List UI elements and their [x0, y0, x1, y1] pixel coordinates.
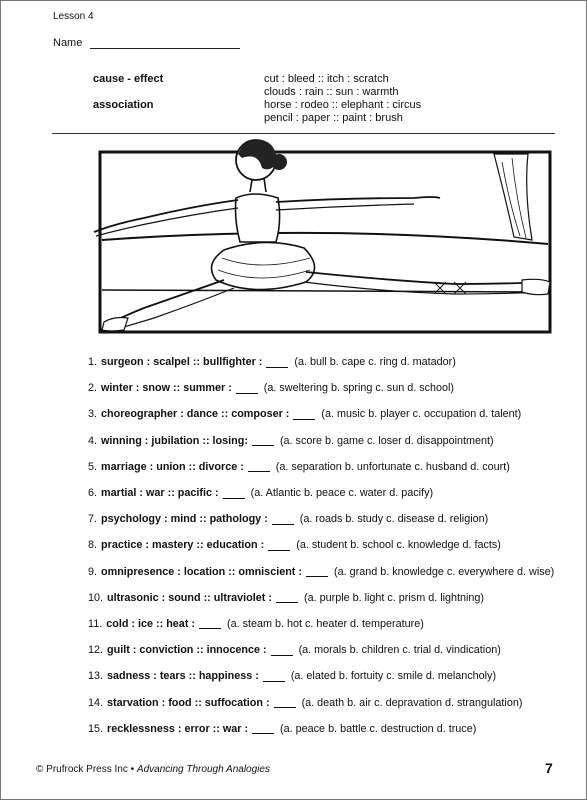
answer-blank[interactable] [252, 723, 274, 734]
dancer-right-arm [276, 197, 440, 202]
key-example: cut : bleed :: itch : scratch [264, 73, 389, 85]
dancer-bodice [236, 194, 280, 242]
question-item: 2. winter : snow :: summer : (a. sweltering b. spring c. sun d. school) [88, 382, 455, 395]
key-example: pencil : paper :: paint : brush [264, 112, 403, 124]
dancer-left-shoe [102, 318, 128, 332]
question-item: 4. winning : jubilation :: losing: (a. score b. game c. loser d. disappointment) [88, 434, 494, 447]
question-item: 11. cold : ice :: heat : (a. steam b. hot c. heater d. temperature) [88, 617, 424, 630]
question-item: 6. martial : war :: pacific : (a. Atlantic b. peace c. water d. pacify) [88, 487, 434, 500]
name-label: Name [53, 37, 83, 49]
answer-blank[interactable] [268, 540, 290, 551]
answer-blank[interactable] [223, 488, 245, 499]
question-item: 12. guilt : conviction :: innocence : (a. morals b. children c. trial d. vindication) [88, 644, 501, 657]
page-number: 7 [545, 760, 553, 776]
name-field [53, 37, 240, 49]
lesson-label: Lesson 4 [53, 11, 94, 22]
key-examples-cause-effect [264, 73, 399, 99]
name-blank-line[interactable] [90, 38, 240, 49]
answer-blank[interactable] [236, 383, 258, 394]
answer-blank[interactable] [266, 357, 288, 368]
ballerina-illustration [84, 132, 554, 342]
question-item: 3. choreographer : dance :: composer : (a. music b. player c. occupation d. talent) [88, 408, 522, 421]
answer-blank[interactable] [293, 409, 315, 420]
dancer-left-leg-inner [114, 288, 234, 330]
question-item: 15. recklessness : error :: war : (a. peace b. battle c. destruction d. truce) [88, 722, 477, 735]
answer-blank[interactable] [274, 697, 296, 708]
answer-blank[interactable] [248, 461, 270, 472]
answer-blank[interactable] [276, 592, 298, 603]
dancer-right-leg [306, 272, 544, 284]
book-title: Advancing Through Analogies [136, 764, 270, 775]
question-item: 14. starvation : food :: suffocation : (a. death b. air c. depravation d. strangulation) [88, 696, 523, 709]
key-example: horse : rodeo :: elephant : circus [264, 99, 422, 111]
question-item: 10. ultrasonic : sound :: ultraviolet : (a. purple b. light c. prism d. lightning) [88, 591, 485, 604]
question-item: 9. omnipresence : location :: omniscient : (a. grand b. knowledge c. everywhere d. wise) [88, 565, 555, 578]
question-item: 7. psychology : mind :: pathology : (a. roads b. study c. disease d. religion) [88, 513, 489, 526]
key-example: clouds : rain :: sun : warmth [264, 86, 399, 98]
question-item: 1. surgeon : scalpel :: bullfighter : (a. bull b. cape c. ring d. matador) [88, 356, 456, 369]
key-examples-association [264, 99, 421, 125]
stage-floor-line [102, 290, 548, 292]
illustration-frame [100, 152, 550, 332]
question-item: 5. marriage : union :: divorce : (a. separation b. unfortunate c. husband d. court) [88, 460, 510, 473]
answer-blank[interactable] [263, 671, 285, 682]
question-item: 13. sadness : tears :: happiness : (a. elated b. fortuity c. smile d. melancholy) [88, 670, 497, 683]
dancer-left-arm [94, 200, 238, 232]
answer-blank[interactable] [306, 566, 328, 577]
key-label-cause-effect: cause - effect [93, 73, 164, 85]
dancer-right-arm-inner [276, 204, 414, 210]
dancer-bun [271, 154, 287, 170]
dancer-tutu [212, 242, 315, 289]
publisher-text: © Prufrock Press Inc • [36, 764, 137, 775]
footer-credit [36, 764, 270, 775]
answer-blank[interactable] [199, 618, 221, 629]
answer-blank[interactable] [252, 435, 274, 446]
answer-blank[interactable] [272, 514, 294, 525]
stage-wall-line [102, 233, 548, 244]
dancer-right-shoe [522, 279, 550, 294]
answer-blank[interactable] [271, 645, 293, 656]
analogy-question-list [88, 349, 554, 742]
question-item: 8. practice : mastery :: education : (a. student b. school c. knowledge d. facts) [88, 539, 501, 552]
key-label-association: association [93, 99, 154, 111]
